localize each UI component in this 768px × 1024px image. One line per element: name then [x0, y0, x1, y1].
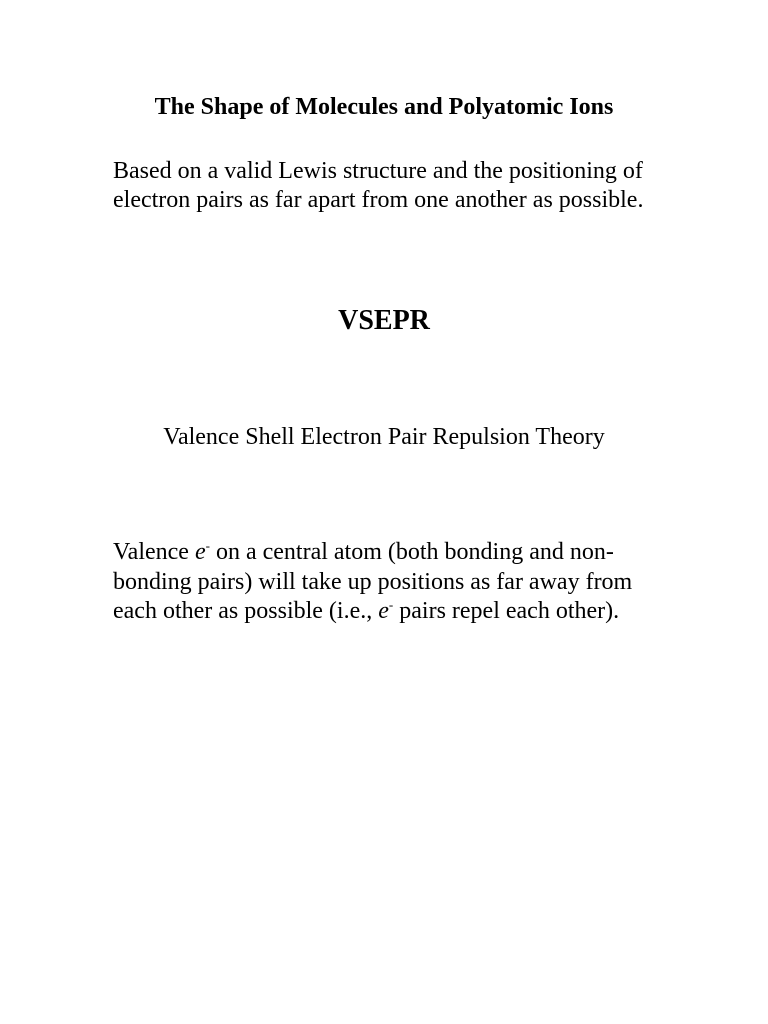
vsepr-heading: VSEPR — [338, 305, 430, 336]
vsepr-rule-paragraph — [113, 538, 658, 627]
page-title: The Shape of Molecules and Polyatomic Ions — [154, 94, 614, 120]
electron-symbol: e — [194, 539, 206, 565]
electron-charge-superscript: - — [388, 597, 394, 612]
intro-paragraph: Based on a valid Lewis structure and the positioning of electron pairs as far apart from one another as possible. — [113, 158, 644, 213]
electron-charge-superscript: - — [205, 538, 210, 553]
vsepr-full-name: Valence Shell Electron Pair Repulsion Theory — [163, 424, 605, 450]
rule-text-part-1: Valence — [113, 539, 195, 565]
rule-text-part-3: pairs repel each other). — [393, 598, 620, 624]
electron-symbol: e — [378, 598, 389, 624]
rule-text-part-2: on a central atom (both bonding and non-bonding pairs) will take up positions as far away from each other as possible (i.e., — [113, 539, 633, 624]
